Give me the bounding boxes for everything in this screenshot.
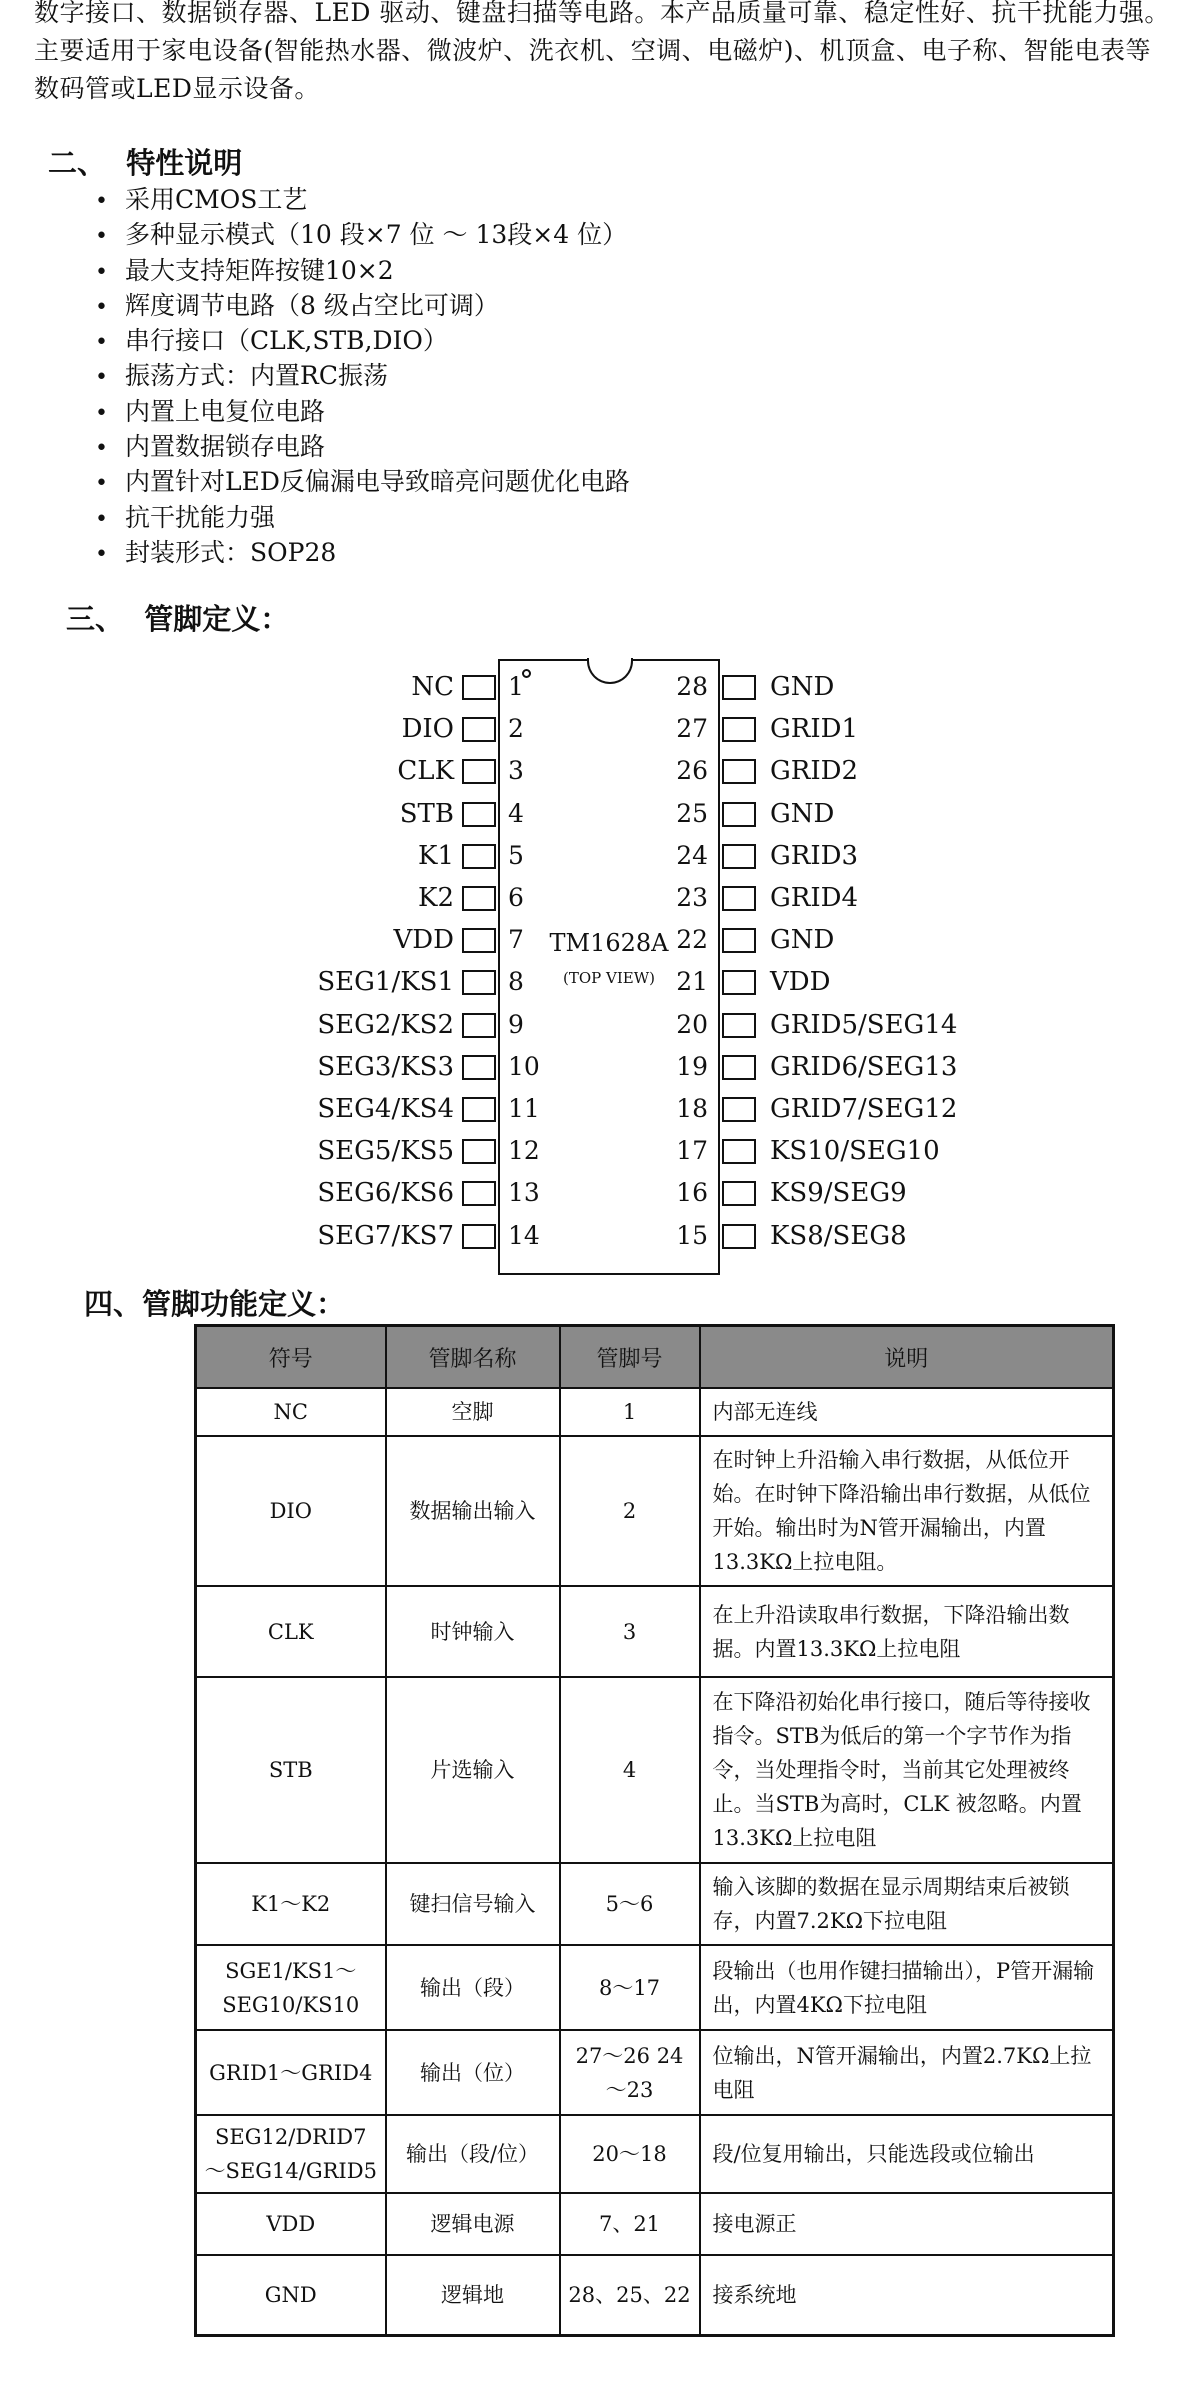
pin-pad (722, 1224, 756, 1249)
pin-label-left: SEG7/KS7 (317, 1220, 454, 1251)
cell-pin-name: 键扫信号输入 (386, 1863, 560, 1945)
pin-pad (722, 970, 756, 995)
feature-item (95, 288, 630, 323)
pin-number-right: 20 (676, 1009, 708, 1039)
cell-description: 内部无连线 (700, 1388, 1114, 1436)
column-header-desc: 说明 (700, 1326, 1114, 1389)
table-row (196, 1388, 1114, 1436)
cell-description: 在时钟上升沿输入串行数据，从低位开始。在时钟下降沿输出串行数据，从低位开始。输出时为N管开漏输出，内置13.3KΩ上拉电阻。 (700, 1436, 1114, 1586)
pin-number-right: 28 (676, 672, 708, 701)
pin-label-right: KS10/SEG10 (770, 1136, 940, 1167)
pin-number-right: 25 (676, 798, 708, 828)
pin-pad (722, 886, 756, 911)
cell-pin-number: 27～26 24～23 (560, 2030, 700, 2115)
cell-description: 接电源正 (700, 2193, 1114, 2255)
pin-pad (462, 1139, 496, 1164)
bullet-icon: • (95, 259, 108, 285)
pin-label-right: GRID5/SEG14 (770, 1009, 958, 1040)
feature-item (95, 217, 630, 252)
pin-label-left: SEG2/KS2 (317, 1009, 454, 1040)
cell-pin-name: 逻辑电源 (386, 2193, 560, 2255)
pin-number-right: 19 (676, 1051, 708, 1081)
pin-label-right: VDD (770, 967, 831, 998)
pin-pad (722, 844, 756, 869)
cell-pin-name: 输出（位） (386, 2030, 560, 2115)
table-row (196, 1945, 1114, 2030)
pin-number-left: 13 (508, 1178, 540, 1208)
pin-number-right: 27 (676, 714, 708, 744)
pin-pad (722, 717, 756, 742)
pin-number-left: 8 (508, 967, 524, 997)
cell-pin-name: 逻辑地 (386, 2255, 560, 2335)
cell-symbol: SGE1/KS1～SEG10/KS10 (196, 1945, 386, 2030)
feature-text: 辉度调节电路（8 级占空比可调） (125, 290, 499, 320)
feature-item (95, 535, 630, 570)
bullet-icon: • (95, 224, 108, 250)
pin-pad (462, 844, 496, 869)
pin-pad (722, 802, 756, 827)
pin-pad (722, 1013, 756, 1038)
bullet-icon: • (95, 471, 108, 497)
table-row (196, 2030, 1114, 2115)
pin-number-right: 22 (676, 925, 708, 955)
cell-pin-number: 28、25、22 (560, 2255, 700, 2335)
cell-symbol: GND (196, 2255, 386, 2335)
bullet-icon: • (95, 189, 108, 214)
pin-pad (462, 1224, 496, 1249)
table-row (196, 2255, 1114, 2335)
section-heading-pin-functions: 四、管脚功能定义： (84, 1287, 346, 1321)
cell-pin-name: 片选输入 (386, 1677, 560, 1863)
pin-function-table (194, 1324, 1115, 2337)
feature-text: 内置数据锁存电路 (125, 432, 326, 462)
pin-label-left: SEG6/KS6 (317, 1178, 454, 1209)
cell-description: 在上升沿读取串行数据，下降沿输出数据。内置13.3KΩ上拉电阻 (700, 1586, 1114, 1677)
table-header-row (196, 1326, 1114, 1389)
pin-label-right: GND (770, 672, 835, 702)
feature-item (95, 500, 630, 535)
cell-pin-name: 时钟输入 (386, 1586, 560, 1677)
pin-label-right: GRID6/SEG13 (770, 1051, 958, 1082)
feature-item (95, 429, 630, 464)
cell-pin-number: 4 (560, 1677, 700, 1863)
pin-label-right: KS9/SEG9 (770, 1178, 907, 1209)
pin-label-left: NC (411, 672, 454, 702)
feature-text: 振荡方式：内置RC振荡 (125, 361, 388, 391)
pin-label-left: VDD (393, 925, 454, 956)
pin-label-right: GND (770, 798, 835, 829)
feature-text: 采用CMOS工艺 (125, 185, 308, 214)
pin-pad (722, 1181, 756, 1206)
bullet-icon: • (95, 294, 108, 320)
cell-pin-name: 数据输出输入 (386, 1436, 560, 1586)
bullet-icon: • (95, 365, 108, 391)
bullet-icon: • (95, 506, 108, 532)
pin-label-right: GRID1 (770, 714, 859, 745)
pin-number-right: 23 (676, 883, 708, 912)
pin-number-left: 3 (508, 756, 524, 786)
pin-pad (462, 717, 496, 742)
pin-pad (462, 1097, 496, 1122)
pin-number-left: 9 (508, 1009, 524, 1039)
cell-symbol: STB (196, 1677, 386, 1863)
pin-pad (462, 1013, 496, 1038)
cell-symbol: SEG12/DRID7 ～SEG14/GRID5 (196, 2115, 386, 2193)
intro-paragraph: 数字接口、数据锁存器、LED 驱动、键盘扫描等电路。本产品质量可靠、稳定性好、抗干扰能力强。主要适用于家电设备(智能热水器、微波炉、洗衣机、空调、电磁炉)、机顶盒、电子称、智能电表等数码管或LED显示设备。 (34, 0, 1170, 103)
pin-label-left: SEG5/KS5 (317, 1136, 454, 1167)
pin-label-right: KS8/SEG8 (770, 1220, 907, 1251)
pin-label-right: GRID3 (770, 840, 859, 871)
cell-symbol: VDD (196, 2193, 386, 2255)
cell-description: 段输出（也用作键扫描输出），P管开漏输出，内置4KΩ下拉电阻 (700, 1945, 1114, 2030)
feature-list (95, 182, 630, 570)
table-row (196, 2115, 1114, 2193)
pin-label-right: GND (770, 925, 835, 956)
feature-text: 封装形式：SOP28 (125, 537, 337, 567)
cell-symbol: NC (196, 1388, 386, 1436)
cell-symbol: GRID1～GRID4 (196, 2030, 386, 2115)
feature-text: 串行接口（CLK,STB,DIO） (125, 326, 448, 356)
pin-label-left: SEG3/KS3 (317, 1051, 454, 1082)
pin-pad (722, 928, 756, 953)
cell-symbol: DIO (196, 1436, 386, 1586)
cell-pin-number: 8～17 (560, 1945, 700, 2030)
bullet-icon: • (95, 330, 108, 356)
cell-description: 段/位复用输出，只能选段或位输出 (700, 2115, 1114, 2193)
feature-item (95, 323, 630, 358)
pin-pad (462, 1055, 496, 1080)
bullet-icon: • (95, 400, 108, 426)
pin-number-right: 16 (676, 1178, 708, 1208)
table-row (196, 1677, 1114, 1863)
pin-pad (722, 1055, 756, 1080)
pin-number-left: 5 (508, 840, 524, 870)
pin-pad (722, 1097, 756, 1122)
table-row (196, 1436, 1114, 1586)
cell-symbol: K1～K2 (196, 1863, 386, 1945)
feature-item (95, 464, 630, 499)
cell-pin-name: 空脚 (386, 1388, 560, 1436)
chip-notch (587, 658, 633, 684)
pin-number-right: 26 (676, 756, 708, 786)
feature-text: 多种显示模式（10 段×7 位 ～ 13段×4 位） (125, 220, 628, 250)
pin-pad (722, 759, 756, 784)
column-header-name: 管脚名称 (386, 1326, 560, 1389)
pin-number-left: 7 (508, 925, 524, 955)
pin-label-left: STB (399, 798, 454, 829)
pin-pad (462, 759, 496, 784)
pin-number-right: 17 (676, 1136, 708, 1166)
bullet-icon: • (95, 436, 108, 462)
pin-pad (462, 928, 496, 953)
pin-label-left: K1 (418, 840, 454, 871)
pin-number-left: 6 (508, 883, 524, 912)
pin-number-left: 12 (508, 1136, 540, 1166)
cell-description: 输入该脚的数据在显示周期结束后被锁存，内置7.2KΩ下拉电阻 (700, 1863, 1114, 1945)
cell-pin-number: 7、21 (560, 2193, 700, 2255)
pin-label-left: DIO (401, 714, 454, 745)
pin-pad (722, 1139, 756, 1164)
pin-number-left: 14 (508, 1220, 540, 1250)
pin-pad (462, 1181, 496, 1206)
cell-pin-name: 输出（段） (386, 1945, 560, 2030)
cell-pin-number: 5～6 (560, 1863, 700, 1945)
feature-item (95, 358, 630, 393)
pin-pad (462, 675, 496, 700)
section-heading-features: 二、 特性说明 (48, 146, 243, 180)
cell-description: 接系统地 (700, 2255, 1114, 2335)
pin-pad (462, 802, 496, 827)
pin-number-right: 24 (676, 840, 708, 870)
pin-label-left: CLK (397, 756, 454, 787)
table-row (196, 2193, 1114, 2255)
cell-pin-number: 20～18 (560, 2115, 700, 2193)
cell-symbol: CLK (196, 1586, 386, 1677)
feature-text: 内置上电复位电路 (125, 396, 326, 426)
pin-pad (462, 970, 496, 995)
table-row (196, 1586, 1114, 1677)
cell-pin-number: 2 (560, 1436, 700, 1586)
pin-number-right: 18 (676, 1094, 708, 1123)
pin-label-right: GRID4 (770, 883, 859, 913)
feature-item (95, 253, 630, 288)
pin-label-right: GRID2 (770, 756, 859, 787)
pin-number-right: 15 (676, 1220, 708, 1250)
feature-text: 内置针对LED反偏漏电导致暗亮问题优化电路 (125, 467, 630, 497)
pin-number-left: 4 (508, 798, 524, 828)
section-heading-pinout: 三、 管脚定义： (66, 602, 290, 636)
feature-item (95, 394, 630, 429)
pin-number-right: 21 (676, 967, 708, 997)
feature-item (95, 182, 630, 217)
cell-pin-number: 3 (560, 1586, 700, 1677)
pin-number-left: 10 (508, 1051, 540, 1081)
table-row (196, 1863, 1114, 1945)
cell-pin-name: 输出（段/位） (386, 2115, 560, 2193)
cell-pin-number: 1 (560, 1388, 700, 1436)
feature-text: 抗干扰能力强 (125, 502, 276, 532)
column-header-pin: 管脚号 (560, 1326, 700, 1389)
pin-pad (462, 886, 496, 911)
feature-text: 最大支持矩阵按键10×2 (125, 255, 394, 285)
pin-number-left: 11 (508, 1094, 540, 1123)
pin-label-left: SEG1/KS1 (317, 967, 454, 998)
pin-pad (722, 675, 756, 700)
bullet-icon: • (95, 541, 108, 567)
cell-description: 位输出，N管开漏输出，内置2.7KΩ上拉电阻 (700, 2030, 1114, 2115)
pin-number-left: 1 (508, 672, 524, 701)
pin-label-left: K2 (418, 883, 454, 913)
pin-label-left: SEG4/KS4 (317, 1094, 454, 1124)
column-header-symbol: 符号 (196, 1326, 386, 1389)
pin-number-left: 2 (508, 714, 524, 744)
cell-description: 在下降沿初始化串行接口，随后等待接收指令。STB为低后的第一个字节作为指令，当处理指令时，当前其它处理被终止。当STB为高时，CLK 被忽略。内置13.3KΩ上拉电阻 (700, 1677, 1114, 1863)
chip-view-label: (TOP VIEW) (563, 969, 655, 987)
chip-name: TM1628A (549, 929, 669, 957)
pin-label-right: GRID7/SEG12 (770, 1094, 958, 1124)
